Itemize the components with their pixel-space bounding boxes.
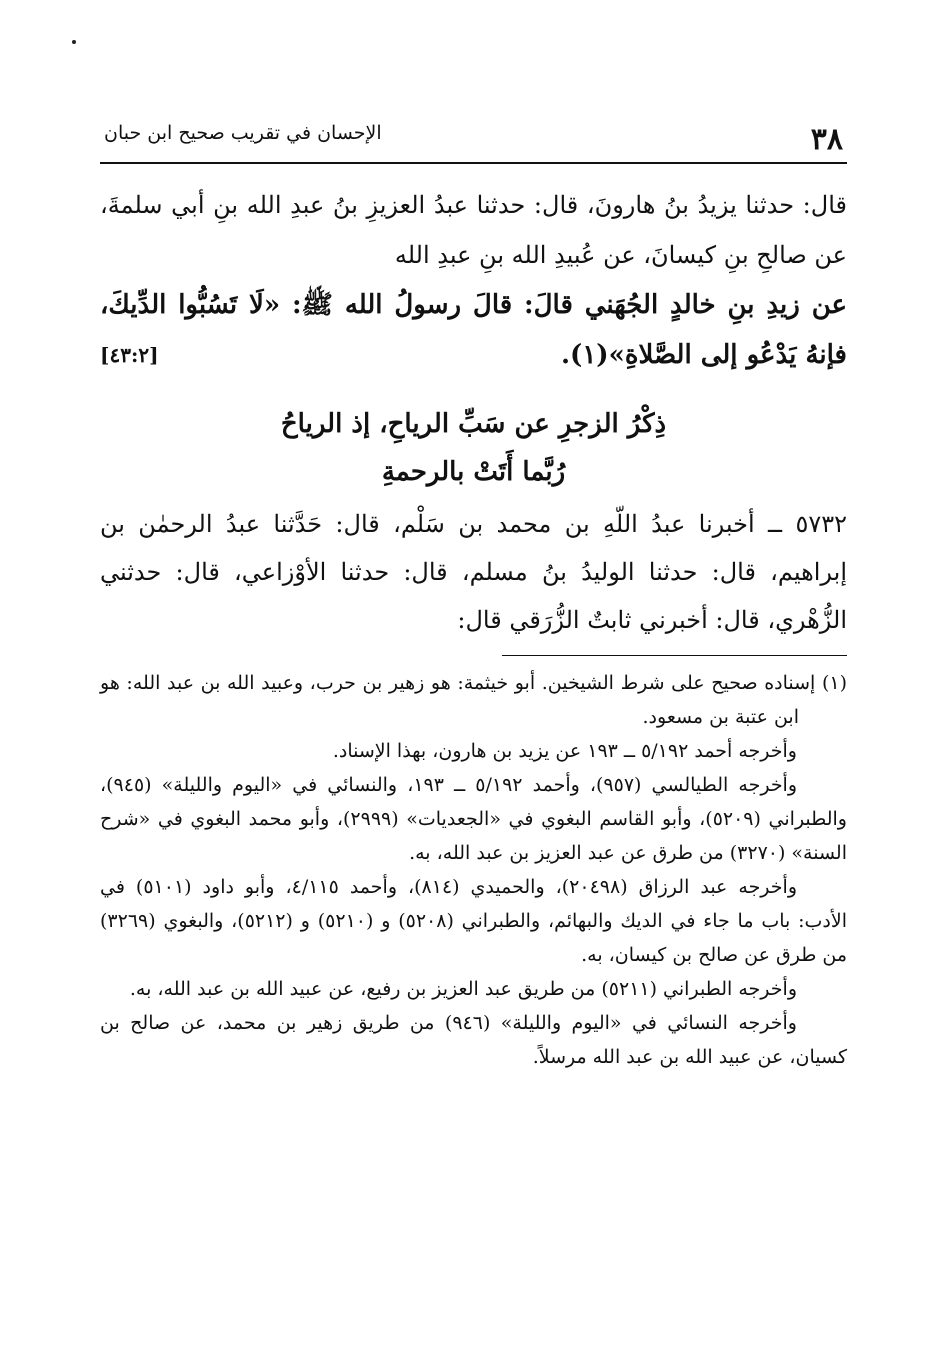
page-number: ٣٨ <box>810 122 843 157</box>
ink-speck <box>72 40 76 44</box>
footnote-paragraph: وأخرجه عبد الرزاق (٢٠٤٩٨)، والحميدي (٨١٤)، وأحمد ٤/١١٥، وأبو داود (٥١٠١) في الأدب: باب ما جاء في الديك والبهائم، والطبراني (٥٢٠٨) و (٥٢١٠) و (٥٢١٢)، والبغوي (٣٢٦٩) من طرق عن صالح بن كيسان، به. <box>100 876 847 966</box>
footnotes <box>100 666 847 1074</box>
chapter-heading <box>100 400 847 496</box>
footnote-divider <box>502 655 847 656</box>
page-header <box>100 112 847 164</box>
hadith-text <box>100 280 847 380</box>
narration-block <box>100 500 847 644</box>
footnote-1: (١) إسناده صحيح على شرط الشيخين. أبو خيثمة: هو زهير بن حرب، وعبيد الله بن عبد الله: هو ابن عتبة بن مسعود. <box>100 672 847 728</box>
reference-mark: [٤٣:٢] <box>100 343 159 367</box>
footnote-paragraph: وأخرجه أحمد ٥/١٩٢ ــ ١٩٣ عن يزيد بن هارون، بهذا الإسناد. <box>332 740 797 762</box>
chapter-heading-line2: رُبَّما أَتَتْ بالرحمةِ <box>381 457 566 487</box>
hadith-matn: عن زيدِ بنِ خالدٍ الجُهَني قالَ: قالَ رسولُ الله ﷺ: «لَا تَسُبُّوا الدِّيكَ، فإنهُ يَدْعُو إلى الصَّلاةِ»(١). <box>100 290 847 370</box>
chapter-heading-line1: ذِكْرُ الزجرِ عن سَبِّ الرياحِ، إذ الرياحُ <box>280 409 667 439</box>
footnote-paragraph: وأخرجه الطبراني (٥٢١١) من طريق عبد العزيز بن رفيع، عن عبيد الله بن عبد الله، به. <box>129 978 797 1000</box>
main-text <box>100 180 847 380</box>
running-title: الإحسان في تقريب صحيح ابن حبان <box>104 122 382 144</box>
narration-text: ٥٧٣٢ ــ أخبرنا عبدُ اللّهِ بن محمد بن سَلْم، قال: حَدَّثنا عبدُ الرحمٰن بن إبراهيم، قال: حدثنا الوليدُ بنُ مسلم، قال: حدثنا الأوْزاعي، قال: حدثني الزُّهْري، قال: أخبرني ثابتٌ الزُّرَقي قال: <box>100 510 847 634</box>
isnad-text: قال: حدثنا يزيدُ بنُ هارونَ، قال: حدثنا عبدُ العزيزِ بنُ عبدِ الله بنِ أبي سلمةَ، عن صالحِ بنِ كيسانَ، عن عُبيدِ الله بنِ عبدِ الله <box>100 191 847 269</box>
footnote-paragraph: وأخرجه النسائي في «اليوم والليلة» (٩٤٦) من طريق زهير بن محمد، عن صالح بن كسيان، عن عبيد الله بن عبد الله مرسلاً. <box>100 1012 847 1068</box>
footnote-paragraph: وأخرجه الطيالسي (٩٥٧)، وأحمد ٥/١٩٢ ــ ١٩٣، والنسائي في «اليوم والليلة» (٩٤٥)، والطبراني (٥٢٠٩)، وأبو القاسم البغوي في «الجعديات» (٢٩٩٩)، وأبو محمد البغوي في «شرح السنة» (٣٢٧٠) من طرق عن عبد العزيز بن عبد الله، به. <box>100 774 847 864</box>
